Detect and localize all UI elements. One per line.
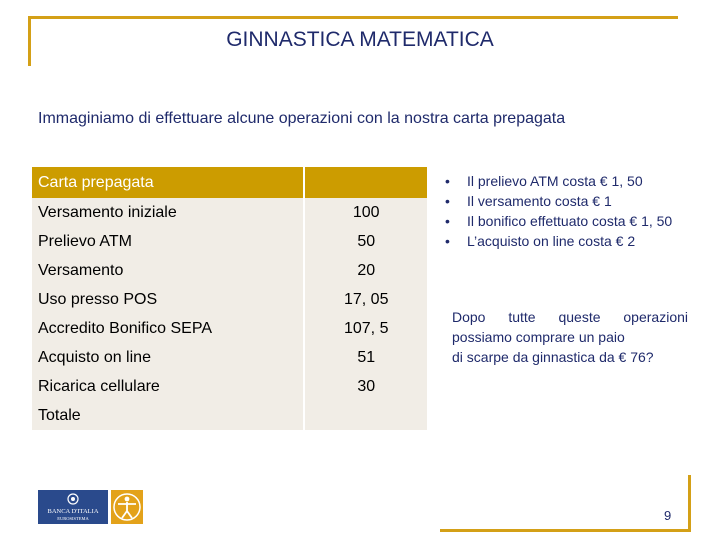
row-value: 30 [305, 372, 427, 401]
row-value: 20 [305, 256, 427, 285]
logo-line-2: EUROSISTEMA [57, 516, 89, 521]
row-label: Accredito Bonifico SEPA [32, 314, 305, 343]
table-row [32, 198, 427, 227]
list-item: • Il bonifico effettuato costa € 1, 50 [445, 211, 672, 231]
frame-bottom-right-vertical [688, 475, 691, 530]
row-value: 107, 5 [305, 314, 427, 343]
cost-list [445, 171, 672, 251]
row-label: Ricarica cellulare [32, 372, 305, 401]
row-value: 17, 05 [305, 285, 427, 314]
row-label: Totale [32, 401, 305, 430]
row-label: Prelievo ATM [32, 227, 305, 256]
row-label: Acquisto on line [32, 343, 305, 372]
list-item: • Il versamento costa € 1 [445, 191, 672, 211]
table-row [32, 227, 427, 256]
table-header-row [32, 167, 427, 198]
question-line: Dopo tutte queste operazioni [452, 309, 688, 325]
table-row [32, 372, 427, 401]
row-value: 100 [305, 198, 427, 227]
table-header-value [305, 167, 427, 198]
page-number: 9 [664, 508, 672, 523]
question-line: possiamo comprare un paio [452, 329, 625, 345]
question-line: di scarpe da ginnastica da € 76? [452, 349, 654, 365]
frame-bottom-line [440, 529, 691, 532]
question-text [452, 307, 688, 367]
table-header-label: Carta prepagata [32, 167, 305, 198]
frame-top-line [28, 16, 678, 19]
row-value: 50 [305, 227, 427, 256]
table-row [32, 256, 427, 285]
subtitle: Immaginiamo di effettuare alcune operazioni con la nostra carta prepagata [38, 110, 566, 127]
table-row [32, 343, 427, 372]
prepaid-card-table [32, 167, 427, 430]
row-value [305, 401, 427, 430]
row-label: Versamento [32, 256, 305, 285]
logo-line-1: BANCA D'ITALIA [47, 508, 99, 515]
table-row [32, 285, 427, 314]
row-label: Versamento iniziale [32, 198, 305, 227]
list-item: • L’acquisto on line costa € 2 [445, 231, 672, 251]
list-item: • Il prelievo ATM costa € 1, 50 [445, 171, 672, 191]
row-value: 51 [305, 343, 427, 372]
banca-italia-logo [38, 490, 143, 524]
table-row-total [32, 401, 427, 430]
table-row [32, 314, 427, 343]
row-label: Uso presso POS [32, 285, 305, 314]
page-title: GINNASTICA MATEMATICA [226, 28, 494, 51]
